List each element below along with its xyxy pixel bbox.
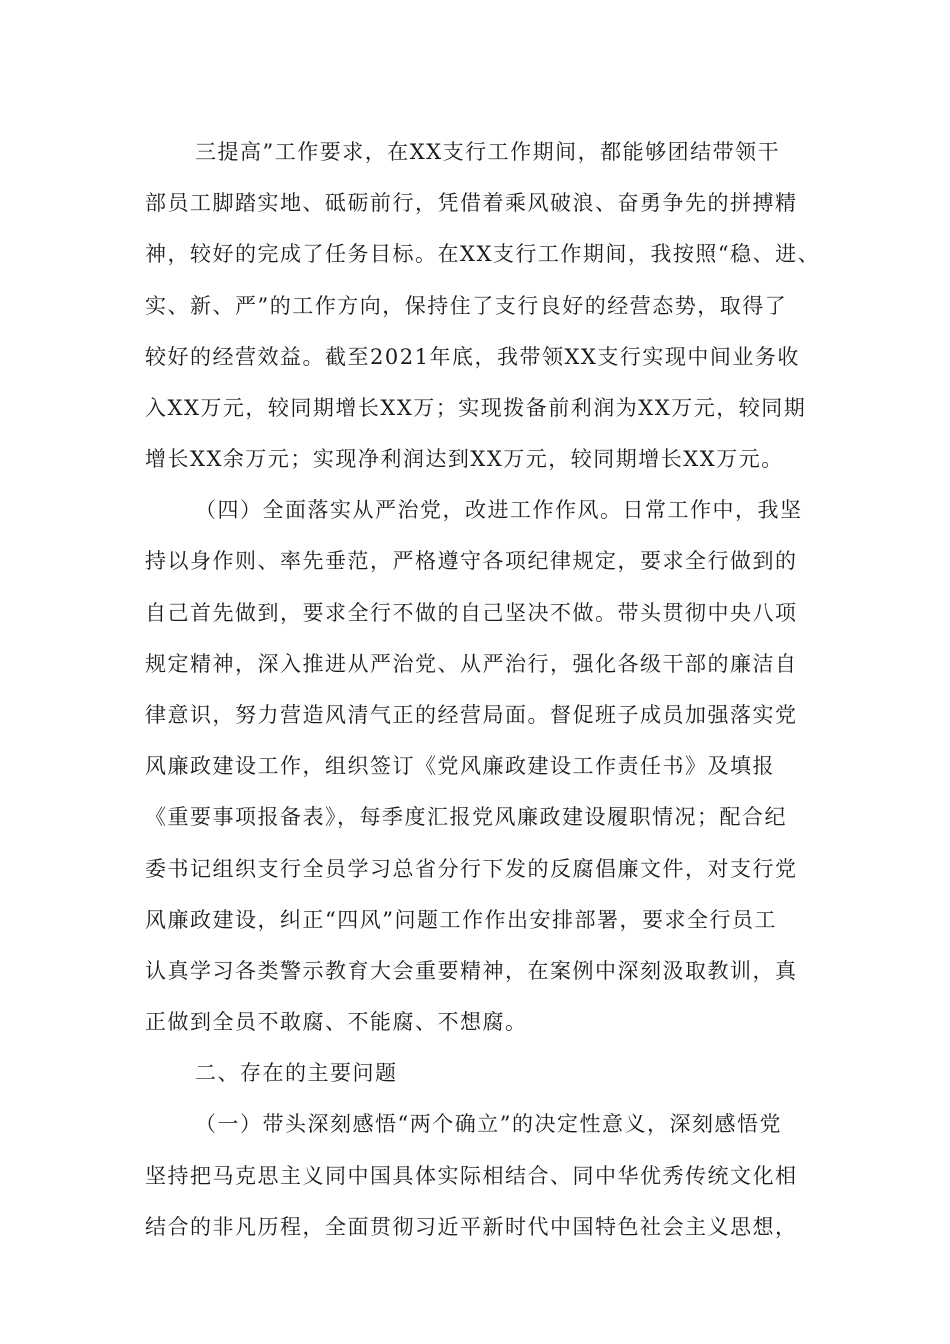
text-line: 神，较好的完成了任务目标。在XX支行工作期间，我按照“稳、进、 (145, 242, 821, 266)
text-line: 正做到全员不敢腐、不能腐、不想腐。 (145, 1010, 528, 1034)
text-line: 风廉政建设，纠正“四风”问题工作作出安排部署，要求全行员工 (145, 908, 777, 932)
section-heading-4: （四）全面落实从严治党，改进工作作风。日常工作中，我坚 (195, 498, 803, 522)
text-line: 认真学习各类警示教育大会重要精神，在案例中深刻汲取教训，真 (145, 959, 798, 983)
text-line: 律意识，努力营造风清气正的经营局面。督促班子成员加强落实党 (145, 703, 798, 727)
text-line: 持以身作则、率先垂范，严格遵守各项纪律规定，要求全行做到的 (145, 549, 798, 573)
text-line: 实、新、严”的工作方向，保持住了支行良好的经营态势，取得了 (145, 294, 788, 318)
text-line: 自己首先做到，要求全行不做的自己坚决不做。带头贯彻中央八项 (145, 601, 798, 625)
text-line: 增长XX余万元；实现净利润达到XX万元，较同期增长XX万元。 (145, 447, 784, 471)
text-line: 入XX万元，较同期增长XX万；实现拨备前利润为XX万元，较同期 (145, 396, 807, 420)
section-heading-1: （一）带头深刻感悟“两个确立”的决定性意义，深刻感悟党 (195, 1112, 782, 1136)
text-line: 坚持把马克思主义同中国具体实际相结合、同中华优秀传统文化相 (145, 1164, 798, 1188)
text-line: 委书记组织支行全员学习总省分行下发的反腐倡廉文件，对支行党 (145, 857, 798, 881)
text-line: 较好的经营效益。截至2021年底，我带领XX支行实现中间业务收 (145, 345, 800, 369)
text-line: 《重要事项报备表》，每季度汇报党风廉政建设履职情况；配合纪 (145, 805, 787, 829)
text-line: 结合的非凡历程，全面贯彻习近平新时代中国特色社会主义思想， (145, 1215, 798, 1239)
text-line: 规定精神，深入推进从严治党、从严治行，强化各级干部的廉洁自 (145, 652, 798, 676)
text-line: 风廉政建设工作，组织签订《党风廉政建设工作责任书》及填报 (145, 754, 775, 778)
text-line: 部员工脚踏实地、砥砺前行，凭借着乘风破浪、奋勇争先的拼搏精 (145, 191, 798, 215)
section-title: 二、存在的主要问题 (195, 1061, 398, 1085)
text-line: 三提高”工作要求，在XX支行工作期间，都能够团结带领干 (195, 140, 781, 164)
